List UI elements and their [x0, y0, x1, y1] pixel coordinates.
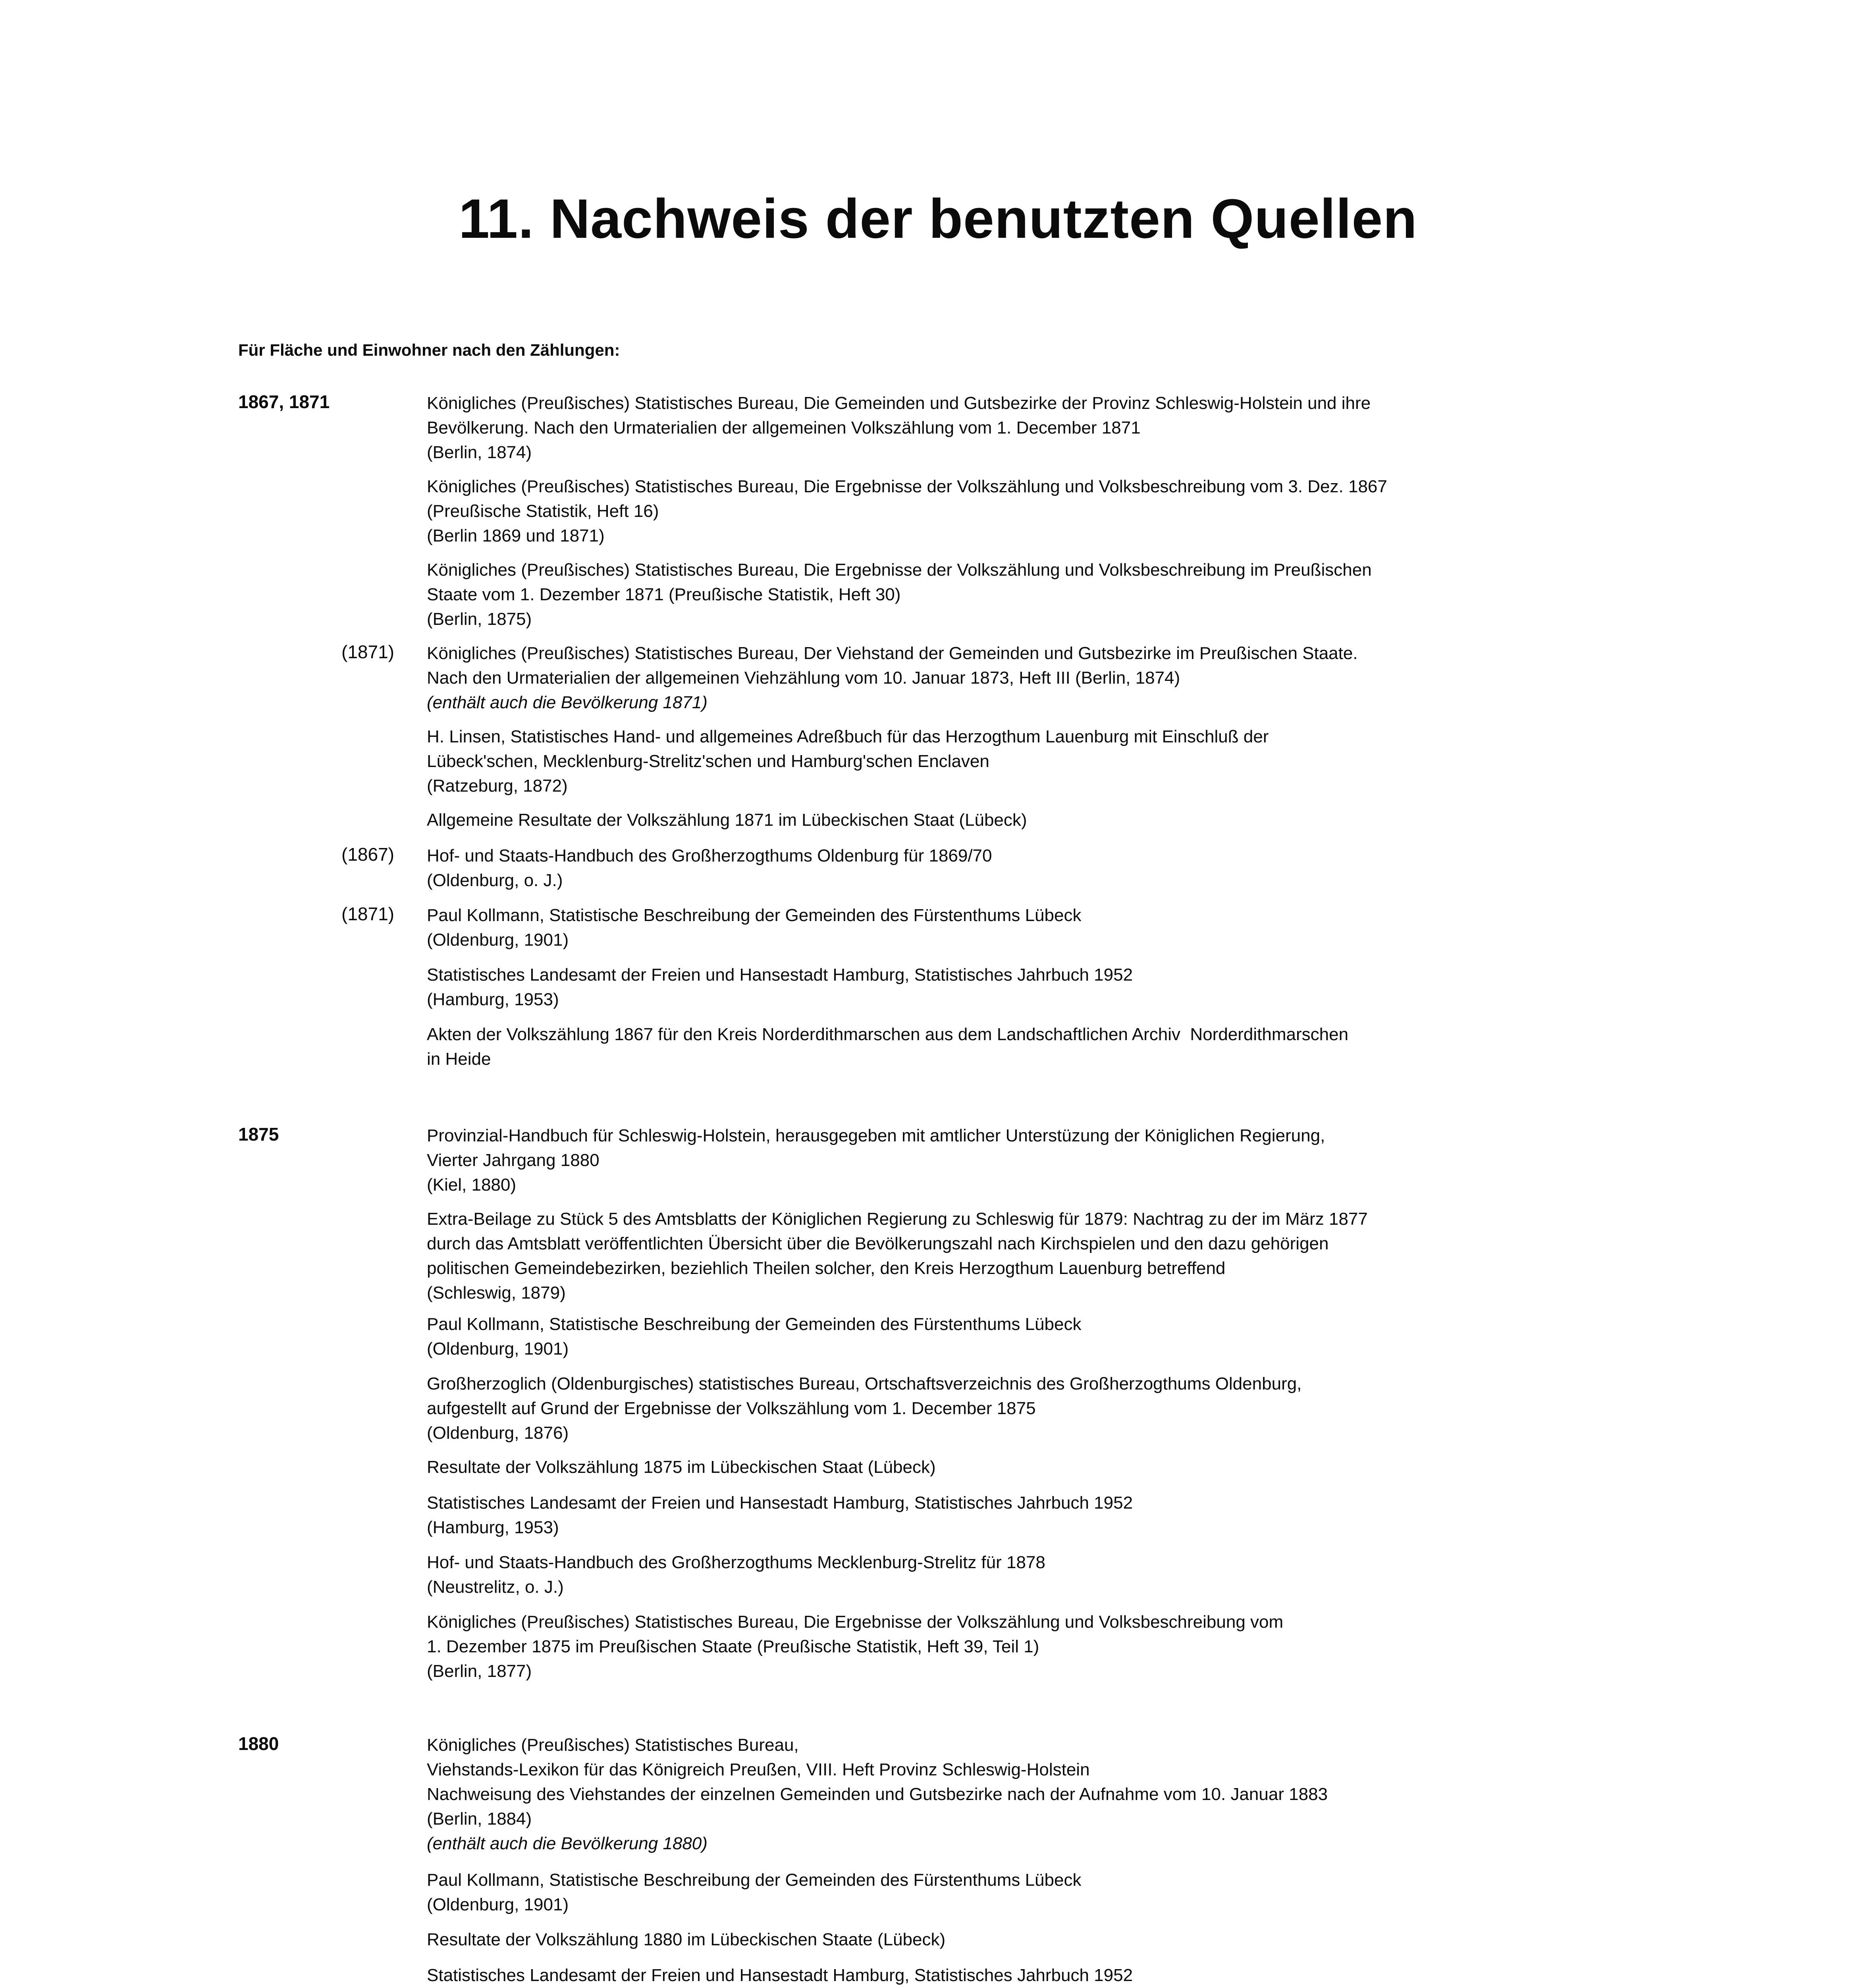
- entry-line: Paul Kollmann, Statistische Beschreibung der Gemeinden des Fürstenthums Lübeck: [427, 1314, 1082, 1334]
- entry-note-italic: (enthält auch die Bevölkerung 1880): [427, 1834, 708, 1853]
- source-entry: [427, 808, 1614, 833]
- source-entry: [427, 1455, 1614, 1480]
- entry-line: Statistisches Landesamt der Freien und Hansestadt Hamburg, Statistisches Jahrbuch 1952: [427, 1966, 1133, 1985]
- entry-line: Viehstands-Lexikon für das Königreich Preußen, VIII. Heft Provinz Schleswig-Holstein: [427, 1760, 1090, 1779]
- source-entry: [427, 1022, 1614, 1072]
- entry-line: (Kiel, 1880): [427, 1175, 517, 1195]
- source-entry: [427, 1927, 1614, 1952]
- year-label-1875: 1875: [238, 1124, 279, 1145]
- entry-line: Hof- und Staats-Handbuch des Großherzogthums Mecklenburg-Strelitz für 1878: [427, 1553, 1045, 1572]
- entry-line: Statistisches Landesamt der Freien und Hansestadt Hamburg, Statistisches Jahrbuch 1952: [427, 1493, 1133, 1513]
- source-entry: [427, 1733, 1614, 1856]
- entry-line: (Ratzeburg, 1872): [427, 776, 568, 796]
- entry-line: (Berlin 1869 und 1871): [427, 526, 605, 545]
- entry-line: (Berlin, 1875): [427, 609, 532, 629]
- entry-line: politischen Gemeindebezirken, beziehlich Theilen solcher, den Kreis Herzogthum Lauenburg betreffend: [427, 1258, 1226, 1278]
- entry-line: Paul Kollmann, Statistische Beschreibung der Gemeinden des Fürstenthums Lübeck: [427, 1870, 1082, 1890]
- paren-year-label: (1871): [341, 642, 394, 662]
- source-entry: [427, 1207, 1614, 1305]
- entry-line: Extra-Beilage zu Stück 5 des Amtsblatts der Königlichen Regierung zu Schleswig für 1879: Nachtrag zu der im März 1877: [427, 1209, 1368, 1229]
- entry-line: Königliches (Preußisches) Statistisches Bureau, Die Ergebnisse der Volkszählung und Volksbeschreibung im Preußischen: [427, 560, 1372, 580]
- source-entry: [427, 903, 1614, 952]
- entry-line: Paul Kollmann, Statistische Beschreibung der Gemeinden des Fürstenthums Lübeck: [427, 906, 1082, 925]
- entry-line: Nachweisung des Viehstandes der einzelnen Gemeinden und Gutsbezirke nach der Aufnahme vom 10. Januar 1883: [427, 1785, 1328, 1804]
- source-entry: [427, 1372, 1614, 1445]
- source-entry: [427, 391, 1614, 465]
- source-entry: [427, 474, 1614, 548]
- page-title: 11. Nachweis der benutzten Quellen: [459, 187, 1417, 250]
- entry-line: Nach den Urmaterialien der allgemeinen Viehzählung vom 10. Januar 1873, Heft III (Berlin, 1874): [427, 668, 1180, 688]
- entry-line: (Preußische Statistik, Heft 16): [427, 501, 659, 521]
- entry-line: (Berlin, 1884): [427, 1809, 532, 1829]
- entry-line: Resultate der Volkszählung 1875 im Lübeckischen Staat (Lübeck): [427, 1457, 936, 1477]
- entry-line: Lübeck'schen, Mecklenburg-Strelitz'schen und Hamburg'schen Enclaven: [427, 752, 989, 771]
- entry-line: (Neustrelitz, o. J.): [427, 1577, 564, 1597]
- year-label-1867-1871: 1867, 1871: [238, 391, 330, 412]
- section-subheading: Für Fläche und Einwohner nach den Zählungen:: [238, 341, 620, 359]
- source-entry: [427, 1963, 1614, 1985]
- entry-line: 1. Dezember 1875 im Preußischen Staate (Preußische Statistik, Heft 39, Teil 1): [427, 1637, 1039, 1656]
- entry-line: (Oldenburg, 1901): [427, 930, 569, 950]
- year-label-1880: 1880: [238, 1733, 279, 1754]
- entry-line: Statistisches Landesamt der Freien und Hansestadt Hamburg, Statistisches Jahrbuch 1952: [427, 965, 1133, 985]
- entry-line: (Oldenburg, 1901): [427, 1339, 569, 1359]
- entry-line: Provinzial-Handbuch für Schleswig-Holstein, herausgegeben mit amtlicher Unterstüzung der Königlichen Regierung,: [427, 1126, 1325, 1145]
- paren-year-label: (1871): [341, 904, 394, 924]
- source-entry: [427, 1312, 1614, 1361]
- paren-year-label: (1867): [341, 844, 394, 865]
- entry-line: Hof- und Staats-Handbuch des Großherzogthums Oldenburg für 1869/70: [427, 846, 992, 865]
- source-entry: [427, 641, 1614, 715]
- entry-line: aufgestellt auf Grund der Ergebnisse der Volkszählung vom 1. December 1875: [427, 1399, 1036, 1418]
- entry-line: Vierter Jahrgang 1880: [427, 1151, 600, 1170]
- entry-note-italic: (enthält auch die Bevölkerung 1871): [427, 693, 708, 712]
- entry-line: in Heide: [427, 1049, 491, 1069]
- source-entry: [427, 558, 1614, 632]
- entry-line: Allgemeine Resultate der Volkszählung 1871 im Lübeckischen Staat (Lübeck): [427, 810, 1027, 830]
- source-entry: [427, 1868, 1614, 1917]
- entry-line: durch das Amtsblatt veröffentlichten Übersicht über die Bevölkerungszahl nach Kirchspielen und den dazu gehörigen: [427, 1234, 1329, 1253]
- source-entry: [427, 1550, 1614, 1600]
- entry-line: Staate vom 1. Dezember 1871 (Preußische Statistik, Heft 30): [427, 585, 901, 604]
- entry-line: Königliches (Preußisches) Statistisches Bureau, Der Viehstand der Gemeinden und Gutsbezirke im Preußischen Staate.: [427, 644, 1358, 663]
- entry-line: H. Linsen, Statistisches Hand- und allgemeines Adreßbuch für das Herzogthum Lauenburg mit Einschluß der: [427, 727, 1269, 746]
- entry-line: (Berlin, 1874): [427, 443, 532, 462]
- source-entry: [427, 1610, 1614, 1684]
- entry-line: (Oldenburg, o. J.): [427, 871, 563, 890]
- entry-line: Königliches (Preußisches) Statistisches Bureau, Die Ergebnisse der Volkszählung und Volksbeschreibung vom: [427, 1612, 1284, 1632]
- entry-line: Königliches (Preußisches) Statistisches Bureau, Die Ergebnisse der Volkszählung und Volksbeschreibung vom 3. Dez. 1867: [427, 477, 1387, 496]
- entry-line: (Schleswig, 1879): [427, 1283, 566, 1303]
- source-entry: [427, 725, 1614, 798]
- source-entry: [427, 1491, 1614, 1540]
- entry-line: Königliches (Preußisches) Statistisches Bureau, Die Gemeinden und Gutsbezirke der Provinz Schleswig-Holstein und ihre: [427, 393, 1371, 413]
- entry-line: Großherzoglich (Oldenburgisches) statistisches Bureau, Ortschaftsverzeichnis des Großherzogthums Oldenburg,: [427, 1374, 1302, 1393]
- source-entry: [427, 844, 1614, 893]
- entry-line: Akten der Volkszählung 1867 für den Kreis Norderdithmarschen aus dem Landschaftlichen Archiv Norderdithmarschen: [427, 1025, 1349, 1044]
- entry-line: (Hamburg, 1953): [427, 990, 559, 1009]
- entry-line: Königliches (Preußisches) Statistisches Bureau,: [427, 1735, 799, 1755]
- entry-line: (Oldenburg, 1901): [427, 1895, 569, 1914]
- entry-line: (Hamburg, 1953): [427, 1518, 559, 1537]
- entry-line: Resultate der Volkszählung 1880 im Lübeckischen Staate (Lübeck): [427, 1930, 946, 1949]
- source-entry: [427, 1124, 1614, 1197]
- entry-line: (Oldenburg, 1876): [427, 1423, 569, 1443]
- entry-line: Bevölkerung. Nach den Urmaterialien der allgemeinen Volkszählung vom 1. December 1871: [427, 418, 1141, 437]
- source-entry: [427, 963, 1614, 1012]
- entry-line: (Berlin, 1877): [427, 1661, 532, 1681]
